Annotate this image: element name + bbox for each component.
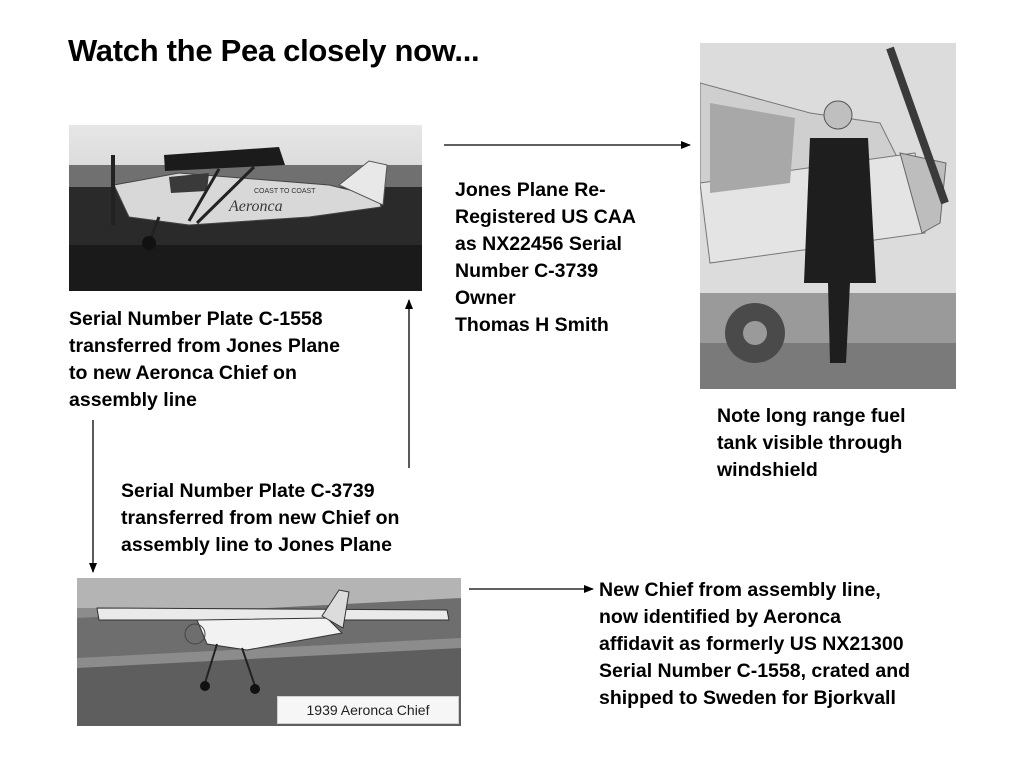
jones-plate-caption: Serial Number Plate C-1558 transferred from Jones Plane to new Aeronca Chief on assembly line bbox=[69, 308, 340, 411]
chief-plate-caption: Serial Number Plate C-3739 transferred from new Chief on assembly line to Jones Plane bbox=[121, 480, 400, 556]
jones-reregistered-caption: Jones Plane Re- Registered US CAA as NX22456 Serial Number C-3739 Owner Thomas H Smith bbox=[455, 179, 636, 336]
fuel-tank-caption: Note long range fuel tank visible through windshield bbox=[717, 405, 906, 481]
fuselage-banner: COAST TO COAST bbox=[254, 188, 316, 195]
slide-title: Watch the Pea closely now... bbox=[68, 33, 480, 68]
new-chief-caption: New Chief from assembly line, now identified by Aeronca affidavit as formerly US NX21300 Serial Number C-1558, crated and shipped to Sweden for Bjorkvall bbox=[599, 579, 911, 709]
photo-label: 1939 Aeronca Chief bbox=[277, 696, 459, 724]
fuselage-lettering: Aeronca bbox=[229, 198, 283, 215]
